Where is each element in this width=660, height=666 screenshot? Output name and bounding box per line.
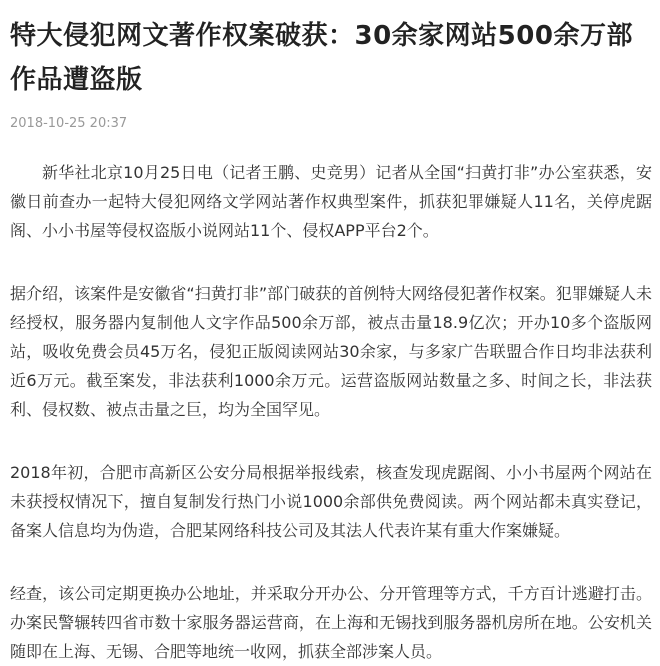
publish-date: 2018-10-25 20:37 <box>10 116 128 131</box>
article-title: 特大侵犯网文著作权案破获：30余家网站500余万部作品遭盗版 <box>10 21 633 95</box>
article-body <box>10 158 652 666</box>
news-article <box>10 14 652 666</box>
article-paragraph-4: 经查，该公司定期更换办公地址，并采取分开办公、分开管理等方式，千方百计逃避打击。办案民警辗转四省市数十家服务器运营商，在上海和无锡找到服务器机房所在地。公安机关随即在上海、无锡、合肥等地统一收网，抓获全部涉案人员。 <box>10 584 652 661</box>
article-paragraph-1: 新华社北京10月25日电（记者王鹏、史竞男）记者从全国“扫黄打非”办公室获悉，安徽日前查办一起特大侵犯网络文学网站著作权典型案件，抓获犯罪嫌疑人11名，关停虎踞阁、小小书屋等侵权盗版小说网站11个、侵权APP平台2个。 <box>10 163 652 240</box>
article-paragraph-2: 据介绍，该案件是安徽省“扫黄打非”部门破获的首例特大网络侵犯著作权案。犯罪嫌疑人未经授权，服务器内复制他人文字作品500余万部，被点击量18.9亿次；开办10多个盗版网站，吸收免费会员45万名，侵犯正版阅读网站30余家，与多家广告联盟合作日均非法获利近6万元。截至案发，非法获利1000余万元。运营盗版网站数量之多、时间之长，非法获利、侵权数、被点击量之巨，均为全国罕见。 <box>10 284 652 419</box>
article-paragraph-3: 2018年初，合肥市高新区公安分局根据举报线索，核查发现虎踞阁、小小书屋两个网站在未获授权情况下，擅自复制发行热门小说1000余部供免费阅读。两个网站都未真实登记，备案人信息均为伪造，合肥某网络科技公司及其法人代表许某有重大作案嫌疑。 <box>10 463 652 540</box>
